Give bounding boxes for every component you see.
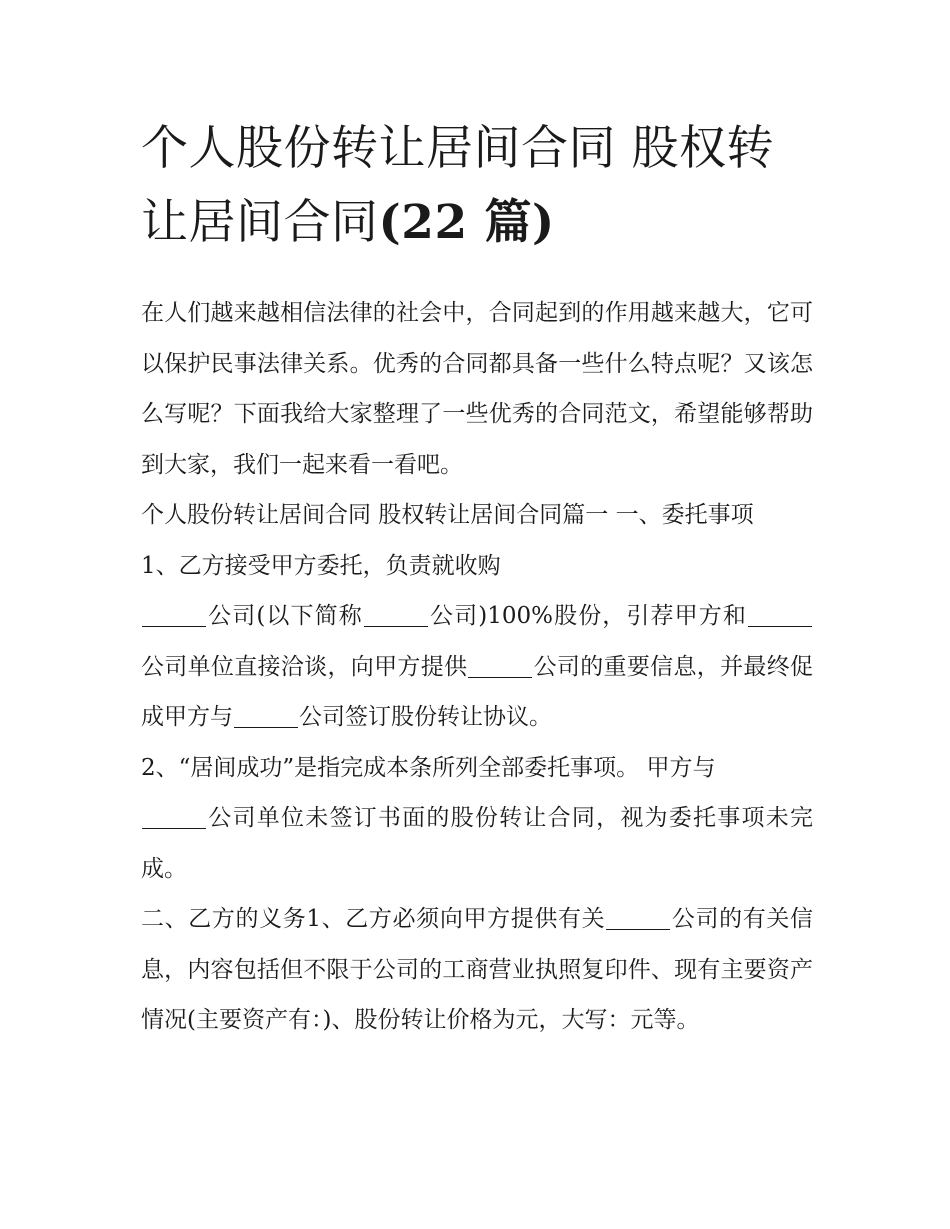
section-2-paragraph	[141, 894, 813, 1046]
clause-text: 公司单位未签订书面的股份转让合同，视为委托事项未完成。	[141, 805, 813, 882]
clause-text: 公司(以下简称	[207, 603, 363, 629]
fill-blank	[748, 603, 812, 627]
fill-blank	[364, 603, 428, 627]
document-page	[141, 112, 813, 1046]
title-count: (22 篇)	[378, 195, 555, 250]
clause-text: 公司的重要信息，并最终促成甲方与	[141, 653, 814, 730]
clause-1-line: 1、乙方接受甲方委托，负责就收购	[141, 552, 501, 579]
document-body	[141, 288, 813, 1046]
clause-text: 公司签订股份转让协议。	[299, 704, 552, 730]
section-heading: 个人股份转让居间合同 股权转让居间合同篇一 一、委托事项	[141, 502, 754, 528]
intro-paragraph: 在人们越来越相信法律的社会中，合同起到的作用越来越大，它可以保护民事法律关系。优秀的合同都具备一些什么特点呢？又该怎么写呢？下面我给大家整理了一些优秀的合同范文，希望能够帮助到大家，我们一起来看一看吧。	[141, 300, 813, 478]
clause-text: 公司的有关信息，内容包括但不限于公司的工商营业执照复印件、现有主要资产情况(主要资产有：)、股份转让价格为元，大写：元等。	[141, 906, 813, 1033]
fill-blank	[142, 603, 206, 627]
fill-blank	[606, 906, 670, 930]
clause-2-paragraph	[141, 743, 813, 895]
fill-blank	[142, 805, 206, 829]
title-text: 个人股份转让居间合同 股权转让居间合同	[141, 121, 774, 250]
clause-text: 公司单位直接洽谈，向甲方提供	[141, 653, 468, 680]
clause-1-paragraph	[141, 591, 813, 743]
clause-text: 2、“居间成功”是指完成本条所列全部委托事项。 甲方与	[141, 754, 716, 781]
clause-text: 二、乙方的义务1、乙方必须向甲方提供有关	[141, 906, 606, 932]
fill-blank	[234, 704, 298, 728]
clause-text: 公司)100%股份，引荐甲方和	[428, 603, 747, 629]
fill-blank	[468, 654, 532, 678]
document-title	[141, 112, 813, 260]
